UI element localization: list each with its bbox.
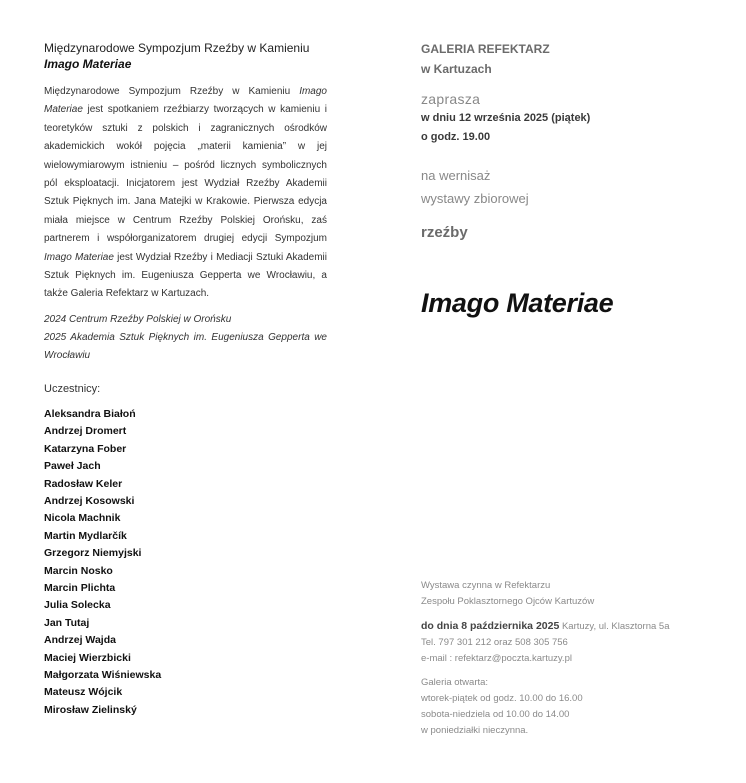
opening-time: o godz. 19.00 [421, 131, 491, 143]
description-text-1: Międzynarodowe Sympozjum Rzeźby w Kamieniu [44, 86, 300, 97]
opening-date: w dniu 12 września 2025 (piątek) [421, 112, 591, 124]
address: Kartuzy, ul. Klasztorna 5a [559, 621, 670, 632]
participants-list [44, 406, 327, 719]
history [44, 311, 327, 365]
participant: Mirosław Zielinský [44, 703, 137, 716]
participant: Andrzej Dromert [44, 425, 127, 438]
participant: Maciej Wierzbicki [44, 651, 131, 664]
vernissage-line: na wernisaż [421, 168, 491, 183]
history-item: 2025 Akademia Sztuk Pięknych im. Eugeniusza Gepperta we Wrocławiu [44, 331, 327, 361]
participant: Małgorzata Wiśniewska [44, 668, 162, 681]
participant: Nicola Machnik [44, 512, 121, 525]
exhibition-kind: rzeźby [421, 224, 468, 241]
right-column [421, 40, 721, 319]
participant: Andrzej Wajda [44, 634, 116, 647]
phone: Tel. 797 301 212 oraz 508 305 756 [421, 637, 568, 648]
participant: Mateusz Wójcik [44, 686, 123, 699]
exhibition-title: Imago Materiae [421, 288, 614, 318]
participant: Marcin Plichta [44, 581, 116, 594]
hours-line: w poniedziałki nieczynna. [421, 725, 529, 736]
participant: Paweł Jach [44, 460, 101, 473]
symposium-subtitle: Imago Materiae [44, 57, 132, 71]
vernissage [421, 164, 721, 210]
until-address-line [421, 618, 721, 635]
email: e-mail : refektarz@poczta.kartuzy.pl [421, 653, 572, 664]
hours-line: sobota-niedziela od 10.00 do 14.00 [421, 709, 570, 720]
participant: Aleksandra Białoń [44, 407, 136, 420]
description-text-2: jest spotkaniem rzeźbiarzy tworzących w kamieniu i teoretyków sztuki z polskich i zagranicznych ośrodków akademickich wokół pojęcia „materii kamienia” w jej wielowymiarowym istnieniu – pośród licznych symbolicznych pól eksploatacji. Inicjatorem jest Wydział Rzeźby Akademii Sztuk Pięknych im. Jana Matejki w Krakowie. Pierwsza edycja miała miejsce w Centrum Rzeźby Polskiej Orońsku, zaś partnerem i współorganizatorem drugiej edycji Sympozjum [44, 104, 327, 245]
participant: Grzegorz Niemyjski [44, 547, 142, 560]
participant: Marcin Nosko [44, 564, 113, 577]
participants-label: Uczestnicy: [44, 382, 101, 395]
participant: Julia Solecka [44, 599, 111, 612]
participant: Andrzej Kosowski [44, 494, 135, 507]
participant: Jan Tutaj [44, 616, 90, 629]
invites-text: zaprasza [421, 91, 481, 107]
gallery-name: GALERIA REFEKTARZ [421, 42, 550, 56]
left-column [44, 40, 327, 719]
symposium-description [44, 83, 327, 304]
description-italic-1: Imago Materiae [44, 86, 327, 116]
description-italic-2: Imago Materiae [44, 251, 114, 263]
info-line: Wystawa czynna w Refektarzu [421, 580, 551, 591]
vernissage-line: wystawy zbiorowej [421, 191, 529, 206]
participant: Martin Mydlarčík [44, 529, 127, 542]
until-date: do dnia 8 października 2025 [421, 620, 560, 632]
symposium-title: Międzynarodowe Sympozjum Rzeźby w Kamieniu [44, 41, 310, 55]
hours-line: wtorek-piątek od godz. 10.00 do 16.00 [421, 693, 583, 704]
hours-label: Galeria otwarta: [421, 677, 489, 688]
participant: Radosław Keler [44, 477, 123, 490]
description-text-3: jest Wydział Rzeźby i Mediacji Sztuki Akademii Sztuk Pięknych im. Eugeniusza Gepperta we Wrocławiu, a także Galeria Refektarz w Kartuzach. [44, 251, 327, 300]
history-item: 2024 Centrum Rzeźby Polskiej w Orońsku [44, 313, 232, 325]
participant: Katarzyna Fober [44, 442, 127, 455]
info-line: Zespołu Poklasztornego Ojców Kartuzów [421, 596, 595, 607]
gallery-location: w Kartuzach [421, 62, 492, 76]
exhibition-info [421, 578, 721, 739]
